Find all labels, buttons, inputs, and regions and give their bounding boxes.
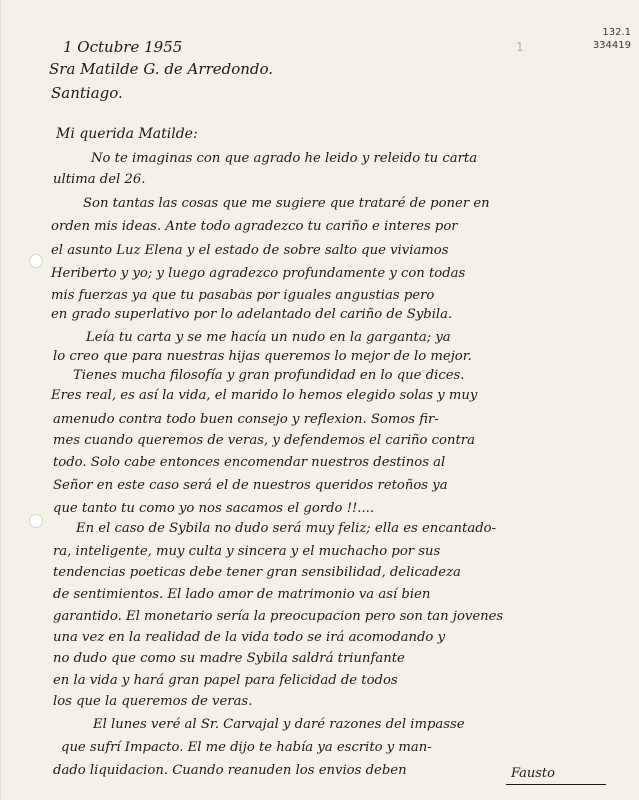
signature-underline (506, 784, 606, 785)
body-line: que tanto tu como yo nos sacamos el gordo !!.... (53, 501, 375, 516)
body-line: Leía tu carta y se me hacía un nudo en la garganta; ya (86, 330, 451, 345)
punch-hole-bottom (29, 514, 43, 528)
body-line: todo. Solo cabe entonces encomendar nuestros destinos al (53, 455, 446, 470)
body-line: el asunto Luz Elena y el estado de sobre salto que viviamos (51, 243, 449, 258)
body-line: no dudo que como su madre Sybila saldrá triunfante (53, 651, 405, 666)
letter-city: Santiago. (51, 84, 123, 102)
body-line: tendencias poeticas debe tener gran sensibilidad, delicadeza (53, 565, 461, 580)
body-line: que sufrí Impacto. El me dijo te había ya escrito y man- (61, 740, 432, 755)
body-line: Tienes mucha filosofía y gran profundidad en lo que dices. (73, 368, 465, 383)
signature-text: Fausto (511, 766, 555, 781)
body-line: dado liquidacion. Cuando reanuden los envios deben (53, 763, 407, 778)
letter-recipient: Sra Matilde G. de Arredondo. (49, 60, 274, 78)
body-line: Eres real, es así la vida, el marido lo hemos elegido solas y muy (51, 388, 478, 403)
body-line: Son tantas las cosas que me sugiere que trataré de poner en (83, 196, 490, 211)
body-line: Señor en este caso será el de nuestros queridos retoños ya (53, 478, 448, 493)
body-line: una vez en la realidad de la vida todo se irá acomodando y (53, 630, 446, 645)
letter-date: 1 Octubre 1955 (63, 38, 183, 56)
body-line: ra, inteligente, muy culta y sincera y el muchacho por sus (53, 544, 441, 559)
archive-number-bottom: 334419 (592, 40, 631, 51)
body-line: amenudo contra todo buen consejo y reflexion. Somos fir- (53, 412, 439, 427)
body-line: orden mis ideas. Ante todo agradezco tu cariño e interes por (51, 219, 458, 234)
letter-salutation: Mi querida Matilde: (56, 126, 198, 142)
body-line: No te imaginas con que agrado he leido y releido tu carta (91, 151, 478, 166)
punch-hole-top (29, 254, 43, 268)
body-line: El lunes veré al Sr. Carvajal y daré razones del impasse (93, 717, 465, 732)
body-line: en la vida y hará gran papel para felicidad de todos (53, 673, 398, 688)
body-line: mes cuando queremos de veras, y defendemos el cariño contra (53, 433, 475, 448)
body-line: de sentimientos. El lado amor de matrimonio va así bien (53, 587, 431, 602)
body-line: mis fuerzas ya que tu pasabas por iguales angustias pero (51, 288, 435, 303)
body-line: lo creo que para nuestras hijas queremos lo mejor de lo mejor. (53, 349, 472, 364)
body-line: en grado superlativo por lo adelantado del cariño de Sybila. (51, 307, 453, 322)
body-line: En el caso de Sybila no dudo será muy feliz; ella es encantado- (76, 521, 497, 536)
body-line: garantido. El monetario sería la preocupacion pero son tan jovenes (53, 609, 504, 624)
body-line: Heriberto y yo; y luego agradezco profundamente y con todas (51, 266, 466, 281)
archive-number-top: 132.1 (602, 27, 631, 38)
margin-pencil-mark: 1 (516, 40, 524, 54)
body-line: ultima del 26. (53, 172, 146, 187)
body-line: los que la queremos de veras. (53, 694, 253, 709)
